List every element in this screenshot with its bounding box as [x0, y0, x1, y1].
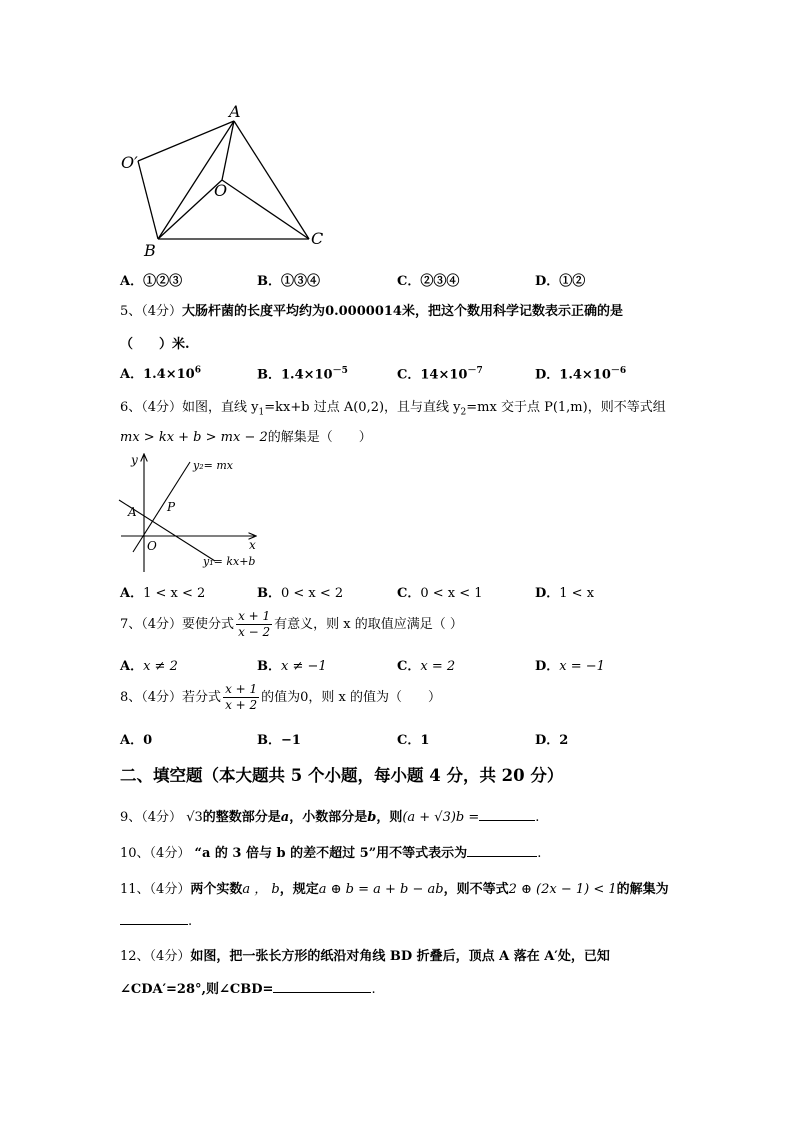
- segment-o-prime-b: [138, 161, 158, 239]
- q10-answer-blank[interactable]: [467, 844, 537, 857]
- q12-answer-blank[interactable]: [273, 980, 371, 993]
- q4-option-d: D．①②: [535, 274, 586, 289]
- axis-label-x: x: [249, 538, 256, 552]
- q6-option-c: C．0 < x < 1: [397, 586, 483, 601]
- point-label-a: A: [128, 505, 137, 519]
- q4-option-a: A．①②③: [120, 274, 183, 289]
- axis-label-y: y: [131, 453, 138, 467]
- q5-stem: 5、（4分）大肠杆菌的长度平均约为0.0000014米，把这个数用科学记数表示正确的是: [120, 304, 623, 319]
- q11-stem: 11、（4分）两个实数a ， b，规定a ⊕ b = a + b − ab，则不等式2 ⊕ (2x − 1) < 1的解集为: [120, 882, 669, 897]
- origin-label: O: [147, 539, 157, 553]
- segment-o-prime-a: [138, 121, 234, 161]
- q7-option-c: C．x = 2: [397, 659, 456, 674]
- q8-fraction: $\frac{x + 1}{x + 2}$: [225, 682, 258, 712]
- q11-answer-line: .: [120, 912, 192, 929]
- q5-option-b: B．$1.4\times 10^{-5}$: [257, 366, 348, 383]
- label-o: O: [214, 181, 228, 200]
- q7-option-b: B．x ≠ −1: [257, 659, 327, 674]
- q8-stem: 8、（4分）若分式 $\frac{x + 1}{x + 2}$ 的值为0，则 x 的值为（ ）: [120, 682, 442, 712]
- q6-stem: 6、（4分）如图，直线 $y_1=kx+b$ 过点 A(0,2)，且与直线 $y_2=mx$ 交于点 P(1,m)，则不等式组: [120, 400, 666, 418]
- line-label-y2: y₂= mx: [193, 459, 233, 472]
- q6-option-a: A．1 < x < 2: [120, 586, 206, 601]
- q6-option-d: D．1 < x: [535, 586, 595, 601]
- q5-line2: （ ）米.: [120, 337, 190, 352]
- q6-graph: [115, 450, 265, 575]
- q9-answer-blank[interactable]: [479, 808, 535, 821]
- segment-o-c: [222, 180, 309, 239]
- q7-stem: 7、（4分）要使分式 $\frac{x + 1}{x - 2}$ 有意义，则 x 的取值应满足（ ）: [120, 609, 463, 639]
- label-a: A: [229, 102, 241, 121]
- q7-option-a: A．x ≠ 2: [120, 659, 178, 674]
- q12-line2: ∠CDA′=28°,则∠CBD= .: [120, 982, 376, 997]
- line-label-y1: y₁= kx+b: [203, 555, 256, 568]
- label-c: C: [311, 229, 324, 248]
- q7-option-d: D．x = −1: [535, 659, 605, 674]
- q4-option-c: C．②③④: [397, 274, 460, 289]
- line-y2-mx: [133, 462, 190, 552]
- q6-inequality-line: mx > kx + b > mx − 2的解集是（ ）: [120, 430, 372, 445]
- q7-fraction: $\frac{x + 1}{x - 2}$: [238, 609, 271, 639]
- figure-quadrilateral: [110, 98, 350, 260]
- q8-option-a: A．0: [120, 733, 153, 748]
- q8-option-b: B．−1: [257, 733, 301, 748]
- q12-stem: 12、（4分）如图，把一张长方形的纸沿对角线 BD 折叠后，顶点 A 落在 A′处，已知: [120, 949, 610, 964]
- q5-option-c: C．$14\times 10^{-7}$: [397, 366, 483, 383]
- q8-option-c: C．1: [397, 733, 430, 748]
- label-o-prime: O′: [121, 153, 138, 172]
- q9-stem: 9、（4分） √3的整数部分是a，小数部分是b，则(a + √3)b = .: [120, 810, 540, 825]
- segment-a-c: [234, 121, 309, 239]
- q8-option-d: D．2: [535, 733, 569, 748]
- section-heading-fill-in: 二、填空题（本大题共 5 个小题，每小题 4 分，共 20 分）: [120, 766, 564, 785]
- q5-option-a: A．$1.4\times 10^6$: [120, 365, 201, 382]
- q6-option-b: B．0 < x < 2: [257, 586, 344, 601]
- q11-answer-blank[interactable]: [120, 912, 188, 925]
- q5-option-d: D．$1.4\times 10^{-6}$: [535, 366, 627, 383]
- label-b: B: [144, 241, 156, 260]
- point-label-p: P: [167, 500, 176, 514]
- q4-option-b: B．①③④: [257, 274, 321, 289]
- q10-stem: 10、（4分） “a 的 3 倍与 b 的差不超过 5”用不等式表示为 .: [120, 846, 542, 861]
